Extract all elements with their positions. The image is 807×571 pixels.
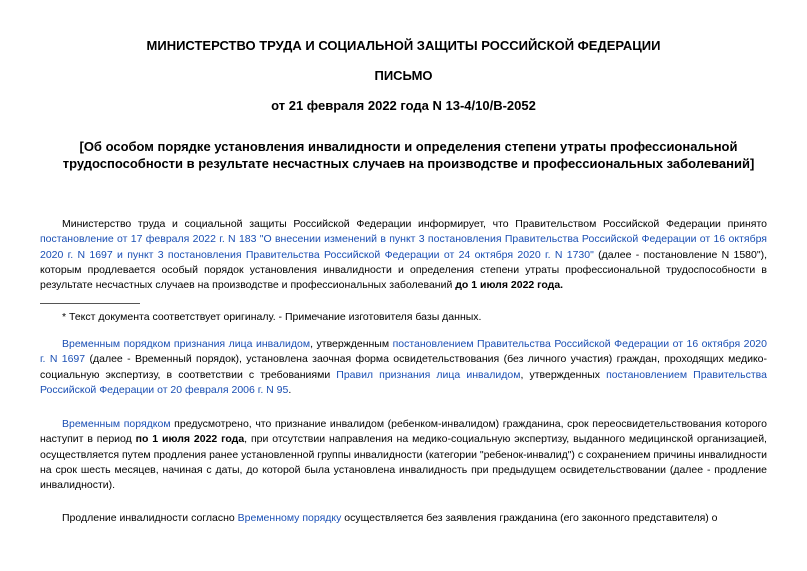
document-type: ПИСЬМО (374, 68, 433, 83)
decree-95-link[interactable]: постановлением Правительства Российской Федерации от 20 февраля 2006 г. N 95 (40, 368, 767, 396)
footnote-divider (40, 303, 140, 304)
paragraph-1-deadline: до 1 июля 2022 года. (455, 279, 564, 292)
paragraph-1 (40, 217, 767, 293)
temporary-procedure-link-3[interactable]: Временному порядку (237, 512, 342, 524)
paragraph-2-text-1: , утвержденным (310, 338, 393, 350)
paragraph-4-text-2: осуществляется без заявления гражданина (его законного представителя) о (341, 512, 718, 524)
temporary-procedure-link-2[interactable]: Временным порядком (62, 418, 171, 430)
paragraph-1-text-1: Министерство труда и социальной защиты Российской Федерации информирует, что Правительством Российской Федерации принято (62, 218, 767, 230)
paragraph-3-text-1: предусмотрено, что признание инвалидом (ребенком-инвалидом) гражданина, срок переосвидетельствования которого наступит в период (40, 418, 767, 446)
temporary-procedure-link[interactable]: Временным порядком признания лица инвалидом (62, 338, 311, 350)
decree-183-link[interactable]: постановление от 17 февраля 2022 г. N 183 "О внесении изменений в пункт 3 постановления Правительства Российской Федерации от 16 октября 2020 г. N 1697 и пункт 3 постановления Правительства Российской Федерации от 24 октября 2020 г. N 1730" (40, 233, 767, 261)
footnote: * Текст документа соответствует оригиналу. - Примечание изготовителя базы данных. (62, 311, 482, 323)
paragraph-3 (40, 417, 767, 493)
disability-rules-link[interactable]: Правил признания лица инвалидом (336, 368, 521, 381)
document-title: [Об особом порядке установления инвалидности и определения степени утраты профессиональной трудоспособности в результате несчастных случаев на производстве и профессиональных заболеваний] (62, 139, 755, 171)
decree-1697-link[interactable]: постановлением Правительства Российской Федерации от 16 октября 2020 г. N 1697 (40, 338, 767, 366)
paragraph-4 (40, 511, 767, 526)
ministry-heading: МИНИСТЕРСТВО ТРУДА И СОЦИАЛЬНОЙ ЗАЩИТЫ РОССИЙСКОЙ ФЕДЕРАЦИИ (146, 38, 661, 53)
paragraph-2-text-2: (далее - Временный порядок), установлена заочная форма освидетельствования (без личного участия) граждан, проходящих медико-социальную экспертизу, в соответствии с требованиями (40, 353, 767, 381)
paragraph-4-text-1: Продление инвалидности согласно (62, 512, 238, 524)
paragraph-2-text-4: . (288, 383, 292, 396)
paragraph-2-text-3: , утвержденных (520, 368, 607, 381)
paragraph-3-deadline: по 1 июля 2022 года (135, 433, 245, 446)
document-date-number: от 21 февраля 2022 года N 13-4/10/В-2052 (271, 98, 536, 113)
paragraph-2 (40, 337, 767, 398)
paragraph-1-text-2: (далее - постановление N 1580"), которым продлевается особый порядок установления инвалидности и определения степени утраты профессиональной трудоспособности в результате несчастных случаев на производстве и профессиональных заболеваний (40, 248, 768, 292)
paragraph-3-text-2: , при отсутствии направления на медико-социальную экспертизу, выданного медицинской организацией, осуществляется путем продления ранее установленной группы инвалидности (категории "ребенок-инвалид") с сохранением причины инвалидности на срок шесть месяцев, начиная с даты, до которой была установлена инвалидность при предыдущем освидетельствовании (далее - продление инвалидности). (40, 433, 767, 492)
